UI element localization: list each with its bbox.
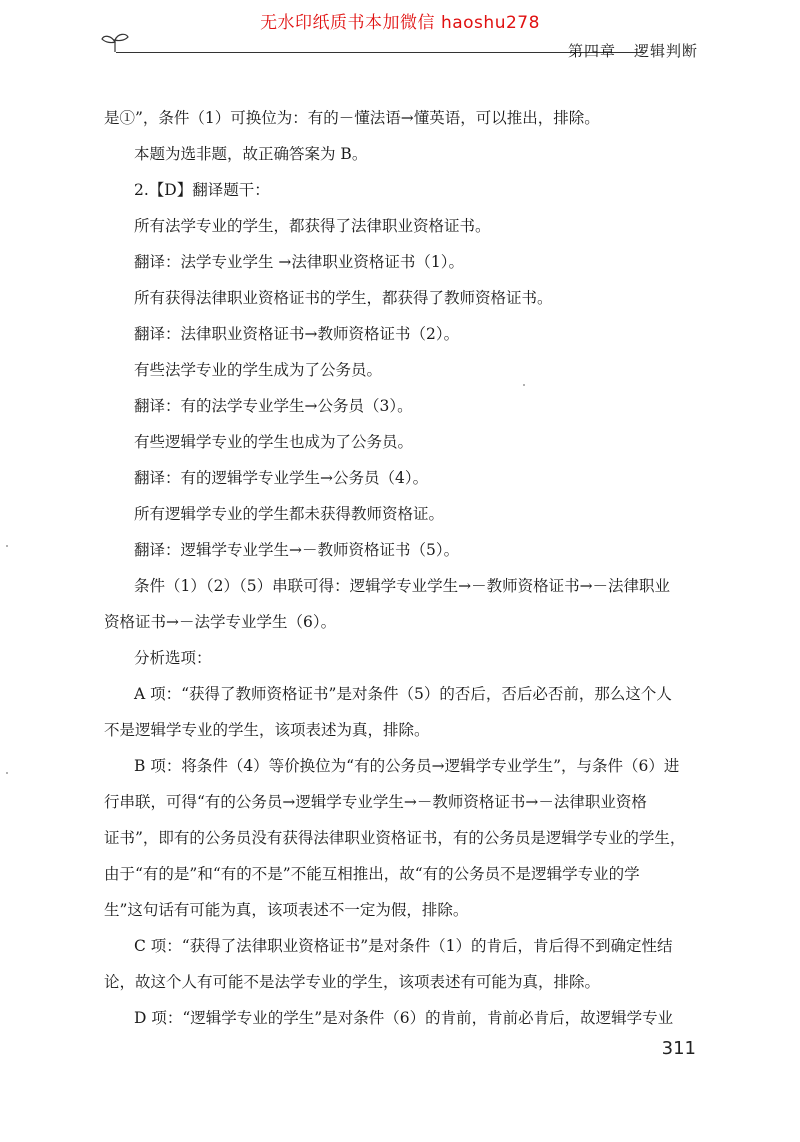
chapter-title: 逻辑判断 bbox=[633, 42, 698, 60]
text-line: 所有逻辑学专业的学生都未获得教师资格证。 bbox=[134, 505, 445, 523]
text-line: 由于“有的是”和“有的不是”不能互相推出，故“有的公务员不是逻辑学专业的学 bbox=[104, 865, 640, 883]
scan-speck bbox=[6, 772, 8, 774]
text-line: 分析选项： bbox=[134, 649, 212, 667]
chapter-heading bbox=[568, 40, 698, 61]
chapter-number: 第四章 bbox=[567, 42, 616, 60]
scan-speck bbox=[6, 545, 8, 547]
text-line: C 项：“获得了法律职业资格证书”是对条件（1）的肯后，肯后得不到确定性结 bbox=[134, 937, 673, 955]
text-line: 行串联，可得“有的公务员→逻辑学专业学生→－教师资格证书→－法律职业资格 bbox=[104, 793, 647, 811]
text-line: 2.【D】翻译题干： bbox=[134, 181, 270, 199]
watermark-text: 无水印纸质书本加微信 haoshu278 bbox=[260, 13, 540, 33]
text-line: B 项：将条件（4）等价换位为“有的公务员→逻辑学专业学生”，与条件（6）进 bbox=[134, 757, 680, 775]
text-line: 所有法学专业的学生，都获得了法律职业资格证书。 bbox=[134, 217, 491, 235]
text-line: 翻译：法律职业资格证书→教师资格证书（2）。 bbox=[134, 325, 460, 343]
text-line: A 项：“获得了教师资格证书”是对条件（5）的否后，否后必否前，那么这个人 bbox=[134, 685, 672, 703]
text-line: 生”这句话有可能为真，该项表述不一定为假，排除。 bbox=[104, 901, 469, 919]
page-header bbox=[98, 30, 698, 60]
text-line: 证书”，即有的公务员没有获得法律职业资格证书，有的公务员是逻辑学专业的学生， bbox=[104, 829, 686, 847]
text-line: 不是逻辑学专业的学生，该项表述为真，排除。 bbox=[104, 721, 430, 739]
text-line: 条件（1）（2）（5）串联可得：逻辑学专业学生→－教师资格证书→－法律职业 bbox=[134, 577, 671, 595]
scan-speck bbox=[523, 384, 525, 386]
text-line: 翻译：法学专业学生 →法律职业资格证书（1）。 bbox=[134, 253, 465, 271]
text-line: 有些逻辑学专业的学生也成为了公务员。 bbox=[134, 433, 414, 451]
text-line: 本题为选非题，故正确答案为 B。 bbox=[134, 145, 368, 163]
page-number: 311 bbox=[661, 1038, 696, 1059]
text-line: D 项：“逻辑学专业的学生”是对条件（6）的肯前，肯前必肯后，故逻辑学专业 bbox=[134, 1009, 674, 1027]
text-line: 资格证书→－法学专业学生（6）。 bbox=[104, 613, 337, 631]
text-line: 翻译：有的逻辑学专业学生→公务员（4）。 bbox=[134, 469, 429, 487]
text-line: 论，故这个人有可能不是法学专业的学生，该项表述有可能为真，排除。 bbox=[104, 973, 601, 991]
text-line: 有些法学专业的学生成为了公务员。 bbox=[134, 361, 383, 379]
text-line: 翻译：有的法学专业学生→公务员（3）。 bbox=[134, 397, 413, 415]
text-line: 所有获得法律职业资格证书的学生，都获得了教师资格证书。 bbox=[134, 289, 553, 307]
text-line: 翻译：逻辑学专业学生→－教师资格证书（5）。 bbox=[134, 541, 460, 559]
page-body bbox=[104, 100, 696, 1036]
text-line: 是①”，条件（1）可换位为：有的－懂法语→懂英语，可以推出，排除。 bbox=[104, 109, 600, 127]
header-rule bbox=[116, 52, 644, 53]
